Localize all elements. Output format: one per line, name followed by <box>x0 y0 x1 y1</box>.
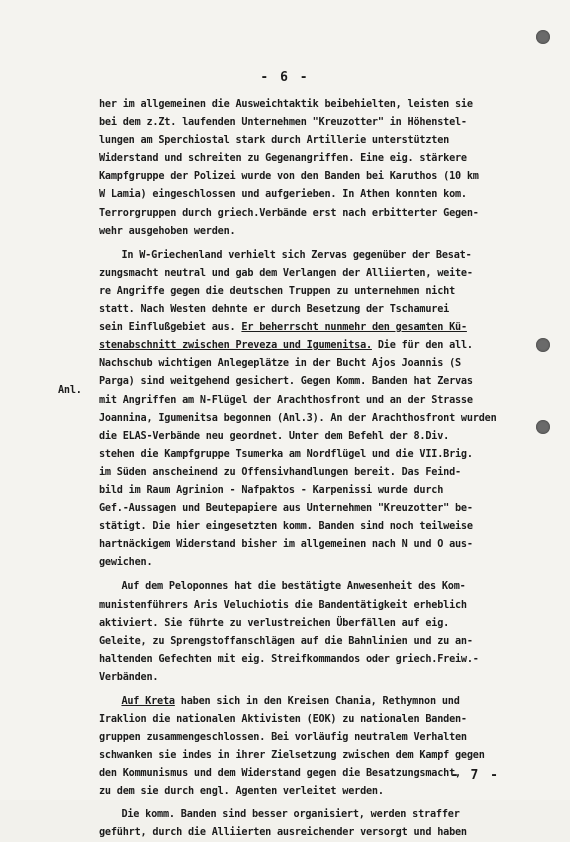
text-line: wehr ausgehoben werden. <box>99 225 236 237</box>
text-line: hartnäckigem Widerstand bisher im allgemeinen nach N und O aus- <box>99 539 473 551</box>
paragraph-2 <box>99 247 519 573</box>
underlined-text: Auf Kreta <box>121 696 175 707</box>
text-line: re Angriffe gegen die deutschen Truppen zu unternehmen nicht <box>99 285 456 297</box>
paragraph-4 <box>99 693 519 802</box>
text-line: Gef.-Aussagen und Beutepapiere aus Unternehmen "Kreuzotter" be- <box>99 503 473 515</box>
text-segment: haben sich in den Kreisen Chania, Rethymnon und <box>174 696 460 707</box>
page-number-top: - 6 - <box>260 70 310 85</box>
text-line: Widerstand und schreiten zu Gegenangriffen. Eine eig. stärkere <box>99 153 467 165</box>
text-line: lungen am Sperchiostal stark durch Artillerie unterstützten <box>99 135 450 147</box>
punch-hole-icon <box>536 420 550 434</box>
text-line: den Kommunismus und dem Widerstand gegen die Besatzungsmacht, <box>99 768 461 780</box>
underlined-text: Er beherrscht nunmehr den gesamten Kü- <box>241 322 467 334</box>
text-line: zungsmacht neutral und gab dem Verlangen der Alliierten, weite- <box>99 267 473 279</box>
text-segment: sein Einflußgebiet aus. <box>99 322 242 334</box>
text-line: Terrorgruppen durch griech.Verbände erst nach erbitterter Gegen- <box>99 207 479 219</box>
text-line: Nachschub wichtigen Anlegeplätze in der Bucht Ajos Joannis (S <box>99 358 461 370</box>
text-line: Joannina, Igumenitsa begonnen (Anl.3). An der Arachthosfront wurden <box>99 412 497 424</box>
punch-hole-icon <box>536 338 550 352</box>
punch-hole-icon <box>536 30 550 44</box>
text-line: schwanken sie indes in ihrer Zielsetzung zwischen dem Kampf gegen <box>99 750 485 762</box>
paragraph-5 <box>99 806 519 842</box>
text-line: Geleite, zu Sprengstoffanschlägen auf die Bahnlinien und zu an- <box>99 635 473 647</box>
margin-annotation: Anl. <box>58 385 82 396</box>
text-line: Iraklion die nationalen Aktivisten (EOK) zu nationalen Banden- <box>99 714 467 726</box>
text-line: munistenführers Aris Veluchiotis die Bandentätigkeit erheblich <box>99 599 467 611</box>
document-body <box>99 96 519 842</box>
text-line <box>99 693 519 711</box>
text-line: bild im Raum Agrinion - Nafpaktos - Karpenissi wurde durch <box>99 484 444 496</box>
text-line: Parga) sind weitgehend gesichert. Gegen Komm. Banden hat Zervas <box>99 376 473 388</box>
text-line: Kampfgruppe der Polizei wurde von den Banden bei Karuthos (10 km <box>99 171 479 183</box>
text-line: aktiviert. Sie führte zu verlustreichen Überfällen auf eig. <box>99 617 450 629</box>
text-line: gruppen zusammengeschlossen. Bei vorläufig neutralem Verhalten <box>99 732 467 744</box>
text-line: Verbänden. <box>99 671 159 683</box>
text-line: haltenden Gefechten mit eig. Streifkommandos oder griech.Freiw.- <box>99 653 479 665</box>
text-line: stehen die Kampfgruppe Tsumerka am Nordflügel und die VII.Brig. <box>99 448 473 460</box>
page-number-bottom: - 7 - <box>450 768 500 783</box>
underlined-text: stenabschnitt zwischen Preveza und Igumenitsa. <box>99 340 372 352</box>
text-line: geführt, durch die Alliierten ausreichender versorgt und haben <box>99 826 467 838</box>
text-line <box>99 319 519 337</box>
text-line <box>99 337 519 355</box>
text-line: Die komm. Banden sind besser organisiert, werden straffer <box>121 808 460 820</box>
text-line: statt. Nach Westen dehnte er durch Besetzung der Tschamurei <box>99 304 450 316</box>
text-line: W Lamia) eingeschlossen und aufgerieben. In Athen konnten kom. <box>99 189 467 201</box>
text-segment: Die für den all. <box>371 340 473 352</box>
text-line: gewichen. <box>99 557 153 569</box>
paragraph-3 <box>99 578 519 687</box>
text-line: In W-Griechenland verhielt sich Zervas gegenüber der Besat- <box>121 249 472 261</box>
text-line: bei dem z.Zt. laufenden Unternehmen "Kreuzotter" in Höhenstel- <box>99 117 467 129</box>
paragraph-1 <box>99 96 519 241</box>
text-line: Auf dem Peloponnes hat die bestätigte Anwesenheit des Kom- <box>121 581 466 593</box>
text-line: mit Angriffen am N-Flügel der Arachthosfront und an der Strasse <box>99 394 473 406</box>
text-line: die ELAS-Verbände neu geordnet. Unter dem Befehl der 8.Div. <box>99 430 450 442</box>
text-line: stätigt. Die hier eingesetzten komm. Banden sind noch teilweise <box>99 521 473 533</box>
text-line: her im allgemeinen die Ausweichtaktik beibehielten, leisten sie <box>99 99 473 110</box>
text-line: zu dem sie durch engl. Agenten verleitet werden. <box>99 786 384 798</box>
text-line: im Süden anscheinend zu Offensivhandlungen bereit. Das Feind- <box>99 466 461 478</box>
